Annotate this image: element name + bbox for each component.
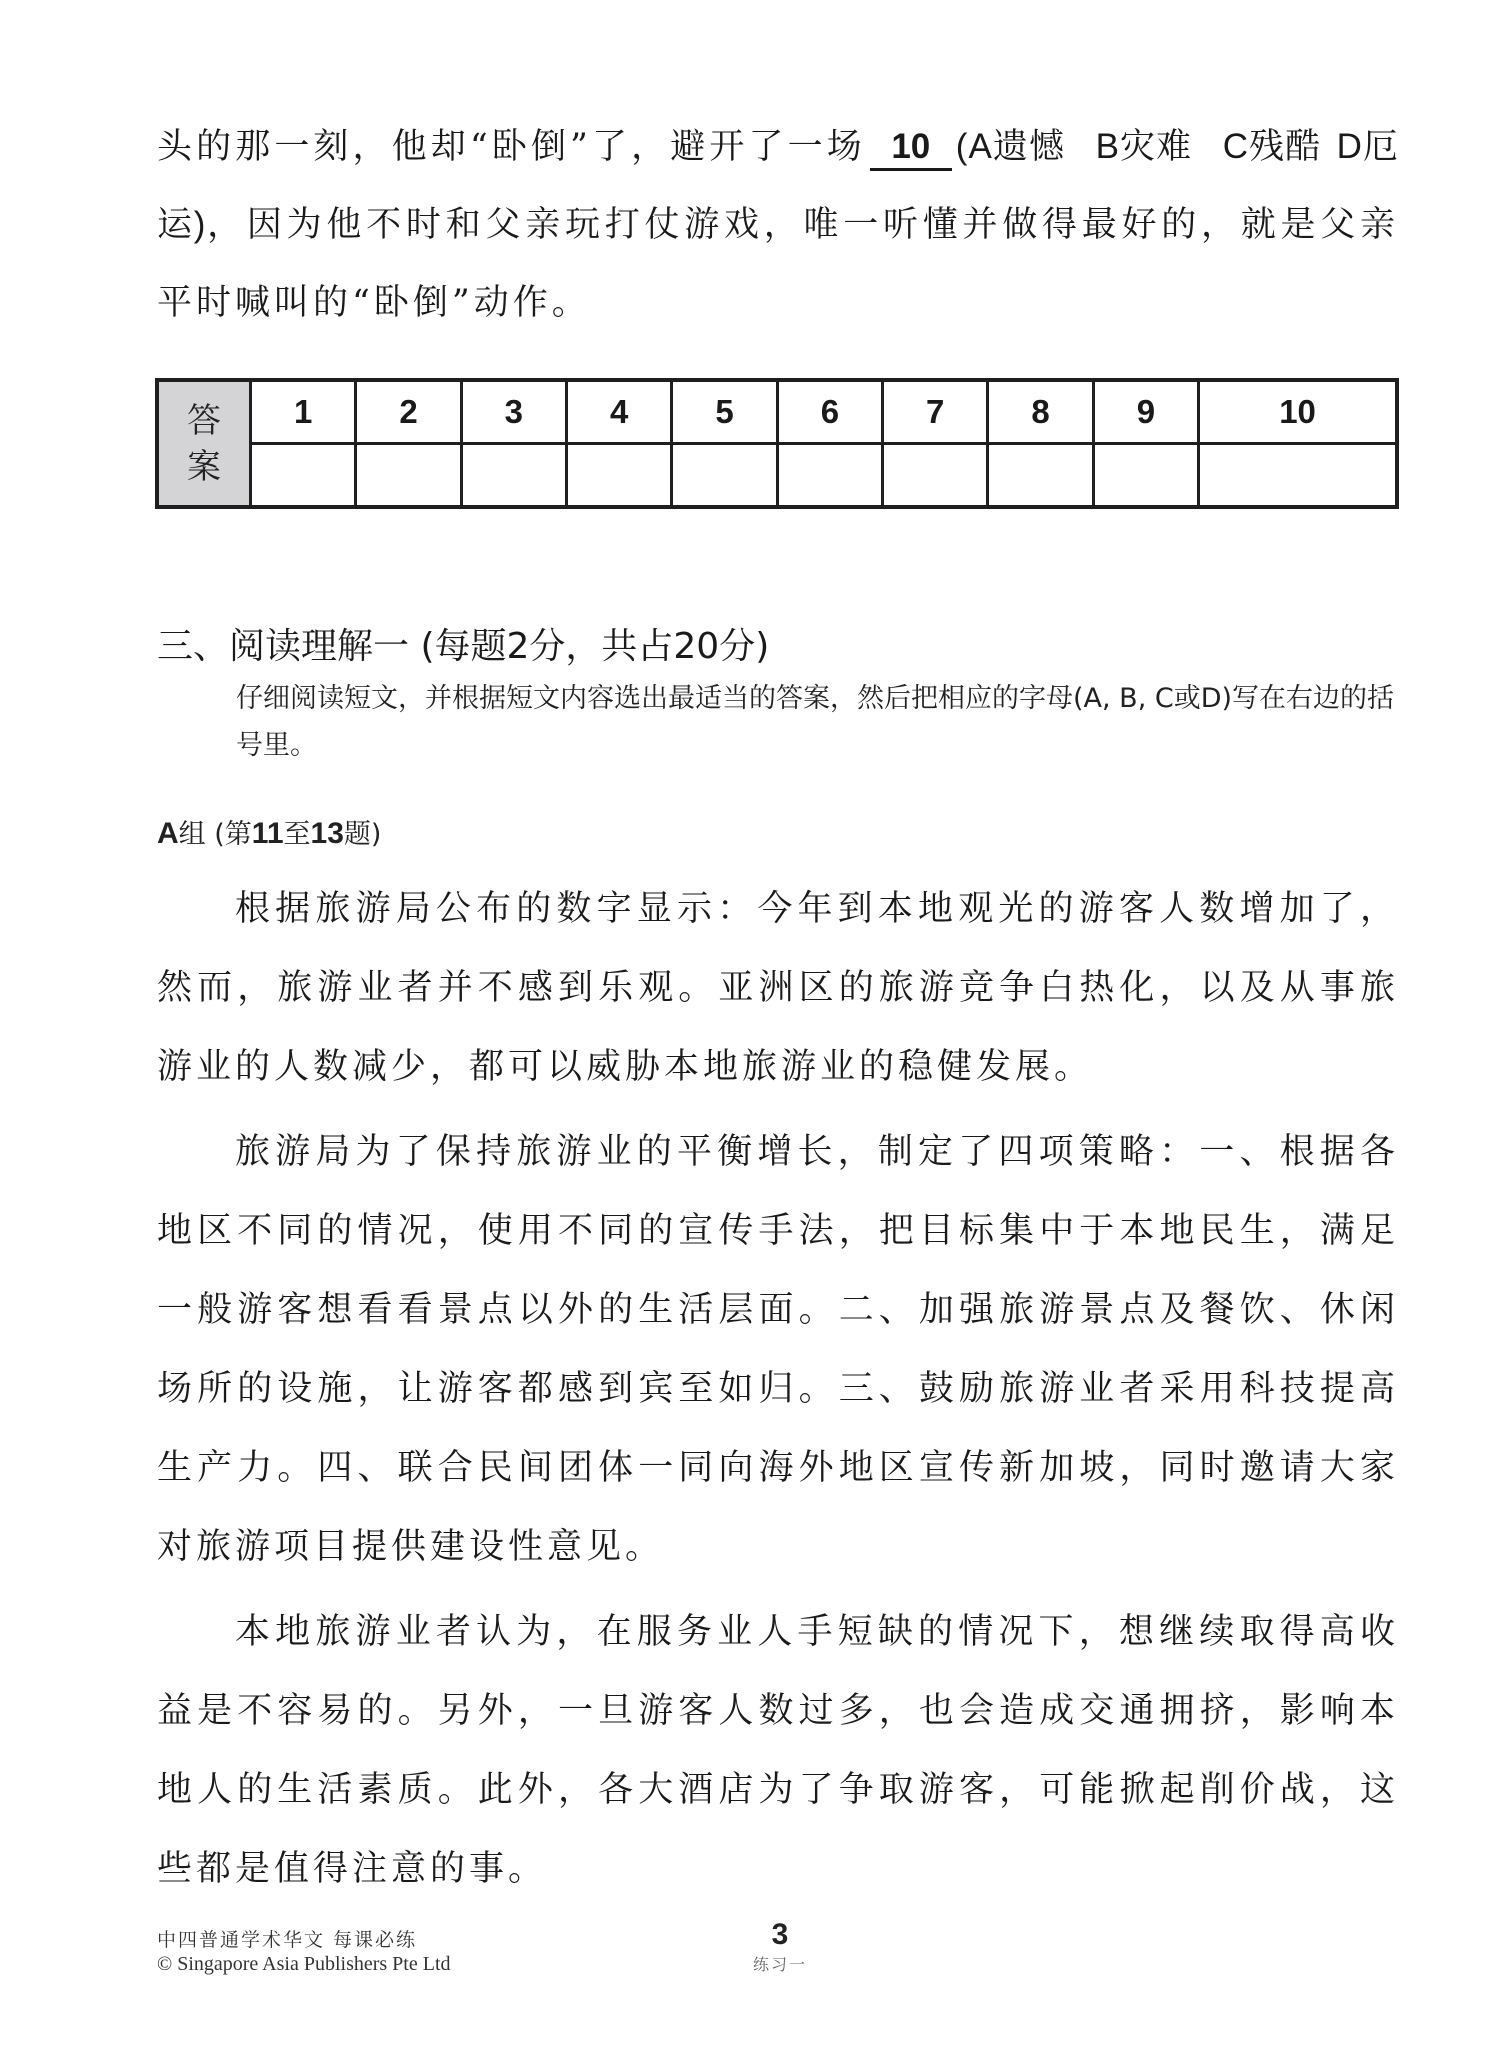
page-number: 3 bbox=[771, 1918, 789, 1951]
question-number-7: 7 bbox=[883, 380, 988, 444]
answer-cell-2[interactable] bbox=[356, 444, 461, 508]
answer-cell-7[interactable] bbox=[883, 444, 988, 508]
group-letter: A bbox=[157, 817, 179, 850]
question-number-10: 10 bbox=[1199, 380, 1397, 444]
question-number-9: 9 bbox=[1093, 380, 1198, 444]
section-instruction: 仔细阅读短文，并根据短文内容选出最适当的答案，然后把相应的字母(A, B, C或D)写在右边的括号里。 bbox=[236, 683, 1395, 761]
group-label bbox=[157, 812, 381, 851]
question-number-3: 3 bbox=[461, 380, 566, 444]
continuation-text: 头的那一刻，他却“卧倒”了，避开了一场 bbox=[157, 127, 866, 167]
answer-cell-4[interactable] bbox=[567, 444, 672, 508]
exercise-label: 练习一 bbox=[752, 1955, 807, 1974]
answer-header-row bbox=[157, 380, 1397, 444]
question-number-2: 2 bbox=[356, 380, 461, 444]
answer-label-bottom: 案 bbox=[187, 446, 221, 487]
answer-label-top: 答 bbox=[187, 400, 221, 441]
passage-paragraph-1: 根据旅游局公布的数字显示：今年到本地观光的游客人数增加了，然而，旅游业者并不感到乐观。亚洲区的旅游竞争白热化，以及从事旅游业的人数减少，都可以威胁本地旅游业的稳健发展。 bbox=[157, 889, 1399, 1087]
passage-paragraph-2: 旅游局为了保持旅游业的平衡增长，制定了四项策略：一、根据各地区不同的情况，使用不同的宣传手法，把目标集中于本地民生，满足一般游客想看看景点以外的生活层面。二、加强旅游景点及餐饮、休闲场所的设施，让游客都感到宾至如归。三、鼓励旅游业者采用科技提高生产力。四、联合民间团体一同向海外地区宣传新加坡，同时邀请大家对旅游项目提供建设性意见。 bbox=[157, 1132, 1399, 1567]
option-b: B灾难 bbox=[1095, 127, 1193, 166]
copyright-notice: © Singapore Asia Publishers Pte Ltd bbox=[157, 1953, 451, 1975]
question-number-4: 4 bbox=[567, 380, 672, 444]
group-label-to: 至 bbox=[283, 819, 311, 850]
question-number-8: 8 bbox=[988, 380, 1093, 444]
passage-paragraph-3: 本地旅游业者认为，在服务业人手短缺的情况下，想继续取得高收益是不容易的。另外，一旦游客人数过多，也会造成交通拥挤，影响本地人的生活素质。此外，各大酒店为了争取游客，可能掀起削价战，这些都是值得注意的事。 bbox=[157, 1612, 1399, 1889]
reading-passage bbox=[157, 870, 1399, 1915]
blank-10: 10 bbox=[870, 126, 952, 171]
footer-credits bbox=[157, 1928, 451, 1976]
group-start-number: 11 bbox=[251, 817, 284, 850]
answer-cell-6[interactable] bbox=[777, 444, 882, 508]
option-c: C残酷 bbox=[1222, 127, 1322, 166]
option-d: D厄运) bbox=[157, 127, 1399, 244]
answer-cell-8[interactable] bbox=[988, 444, 1093, 508]
answer-cell-9[interactable] bbox=[1093, 444, 1198, 508]
answer-table bbox=[155, 378, 1399, 509]
answer-cell-10[interactable] bbox=[1199, 444, 1397, 508]
section-heading: 三、阅读理解一 (每题2分，共占20分) bbox=[157, 626, 770, 667]
book-title: 中四普通学术华文 每课必练 bbox=[157, 1929, 418, 1951]
passage-continuation bbox=[157, 108, 1399, 342]
answer-cell-3[interactable] bbox=[461, 444, 566, 508]
question-number-6: 6 bbox=[777, 380, 882, 444]
answer-label bbox=[157, 380, 251, 507]
group-label-suffix: 题) bbox=[343, 819, 382, 850]
group-end-number: 13 bbox=[310, 817, 344, 850]
question-number-1: 1 bbox=[251, 380, 356, 444]
question-number-5: 5 bbox=[672, 380, 777, 444]
group-label-text: 组 (第 bbox=[178, 819, 252, 850]
answer-input-row bbox=[157, 444, 1397, 508]
page-footer bbox=[730, 1918, 830, 1975]
answer-cell-5[interactable] bbox=[672, 444, 777, 508]
answer-cell-1[interactable] bbox=[251, 444, 356, 508]
continuation-rest: ，因为他不时和父亲玩打仗游戏，唯一听懂并做得最好的，就是父亲平时喊叫的“卧倒”动作。 bbox=[157, 205, 1400, 323]
option-a: (A遗憾 bbox=[955, 127, 1066, 166]
